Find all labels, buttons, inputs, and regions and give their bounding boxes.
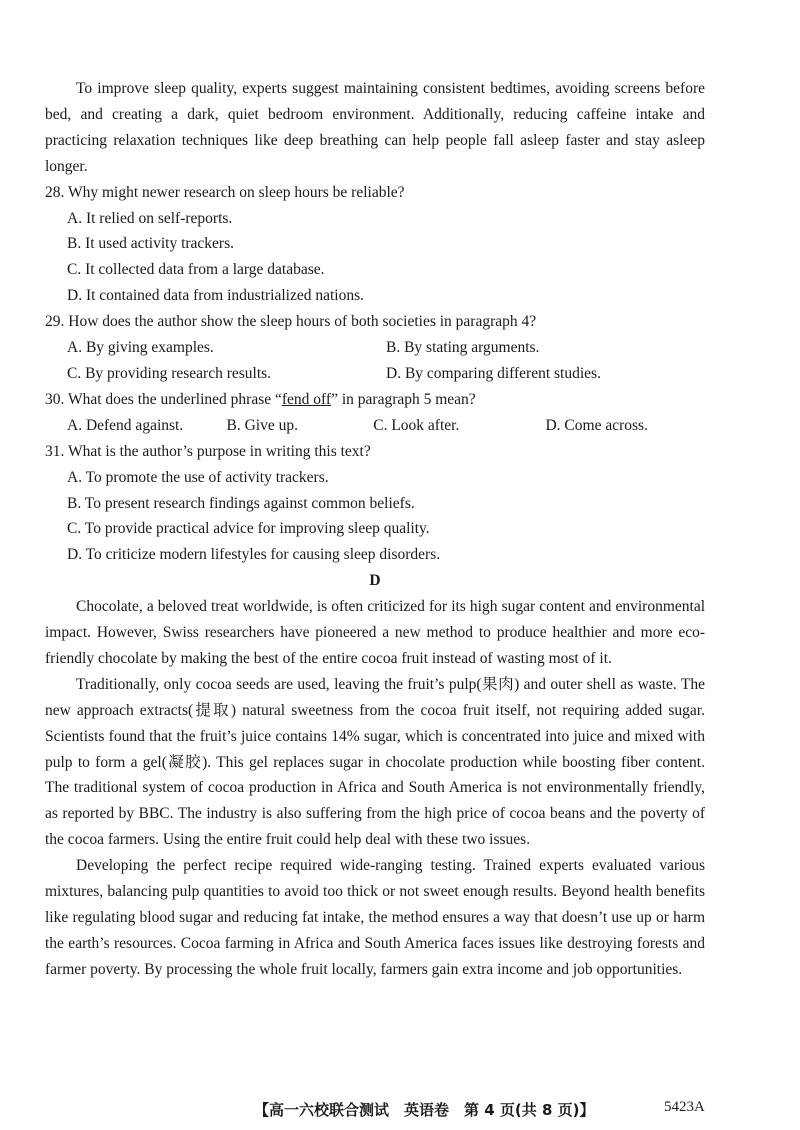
section-d-title: D	[369, 572, 381, 590]
option-d: D. To criticize modern lifestyles for causing sleep disorders.	[67, 546, 441, 564]
option-c: C. Look after.	[373, 416, 460, 434]
option-b: B. Give up.	[226, 416, 298, 434]
question-stem: 31. What is the author’s purpose in writing this text?	[45, 442, 371, 460]
page-footer	[0, 1099, 800, 1121]
question-29	[45, 309, 705, 387]
stem-after: ” in paragraph 5 mean?	[331, 390, 476, 408]
question-30	[45, 387, 705, 439]
option-d: D. By comparing different studies.	[386, 364, 601, 382]
question-31	[45, 439, 705, 569]
option-a: A. Defend against.	[67, 416, 184, 434]
option-c: C. By providing research results.	[67, 364, 272, 382]
footer-exam-info: 【高一六校联合测试 英语卷 第 4 页(共 8 页)】	[254, 1101, 595, 1119]
stem-phrase: fend off	[281, 390, 332, 408]
exam-page	[45, 76, 705, 983]
option-row	[45, 335, 705, 361]
question-stem: 29. How does the author show the sleep hours of both societies in paragraph 4?	[45, 313, 537, 331]
passage-c-final-paragraph: To improve sleep quality, experts suggest maintaining consistent bedtimes, avoiding screens before bed, and creating a dark, quiet bedroom environment. Additionally, reducing caffeine intake and practicing relaxation techniques like deep breathing can help people fall asleep faster and stay asleep longer.	[45, 80, 705, 175]
option-row	[45, 413, 705, 439]
question-28	[45, 180, 705, 310]
passage-d-paragraph-2: Traditionally, only cocoa seeds are used, leaving the fruit’s pulp(果肉) and outer shell as waste. The new approach extracts(提取) natural sweetness from the cocoa fruit itself, not requiring added sugar. Scientists found that the fruit’s juice contains 14% sugar, which is concentrated into juice and mixed with pulp to form a gel(凝胶). This gel replaces sugar in chocolate production while boosting fiber content. The traditional system of cocoa production in Africa and South America is not environmentally friendly, as reported by BBC. The industry is also suffering from the high price of cocoa beans and the poverty of the cocoa farmers. Using the entire fruit could help deal with these two issues.	[45, 675, 705, 849]
option-b: B. To present research findings against common beliefs.	[67, 494, 415, 512]
stem-before: 30. What does the underlined phrase “	[45, 390, 282, 408]
passage-d-paragraph-1: Chocolate, a beloved treat worldwide, is often criticized for its high sugar content and environmental impact. However, Swiss researchers have pioneered a new method to produce healthier and more eco-friendly chocolate by making the best of the entire cocoa fruit instead of wasting most of it.	[45, 598, 705, 667]
question-stem: 28. Why might newer research on sleep hours be reliable?	[45, 183, 405, 201]
option-a: A. By giving examples.	[67, 339, 214, 357]
option-row	[45, 361, 705, 387]
option-b: B. It used activity trackers.	[67, 235, 235, 253]
passage-d-paragraph-3: Developing the perfect recipe required wide-ranging testing. Trained experts evaluated various mixtures, balancing pulp quantities to avoid too thick or not sweet enough results. Beyond health benefits like regulating blood sugar and reducing fat intake, the method ensures a way that doesn’t use up or harm the earth’s resources. Cocoa farming in Africa and South America faces issues like destroying forests and farmer poverty. By processing the whole fruit locally, farmers gain extra income and job opportunities.	[45, 857, 705, 978]
option-b: B. By stating arguments.	[386, 339, 540, 357]
option-d: D. It contained data from industrialized nations.	[67, 287, 364, 305]
option-c: C. To provide practical advice for improving sleep quality.	[67, 520, 430, 538]
option-a: A. To promote the use of activity trackers.	[67, 468, 329, 486]
option-c: C. It collected data from a large database.	[67, 261, 325, 279]
option-d: D. Come across.	[545, 416, 648, 434]
option-a: A. It relied on self-reports.	[67, 209, 233, 227]
question-stem	[45, 387, 705, 413]
footer-paper-code: 5423A	[664, 1099, 705, 1115]
